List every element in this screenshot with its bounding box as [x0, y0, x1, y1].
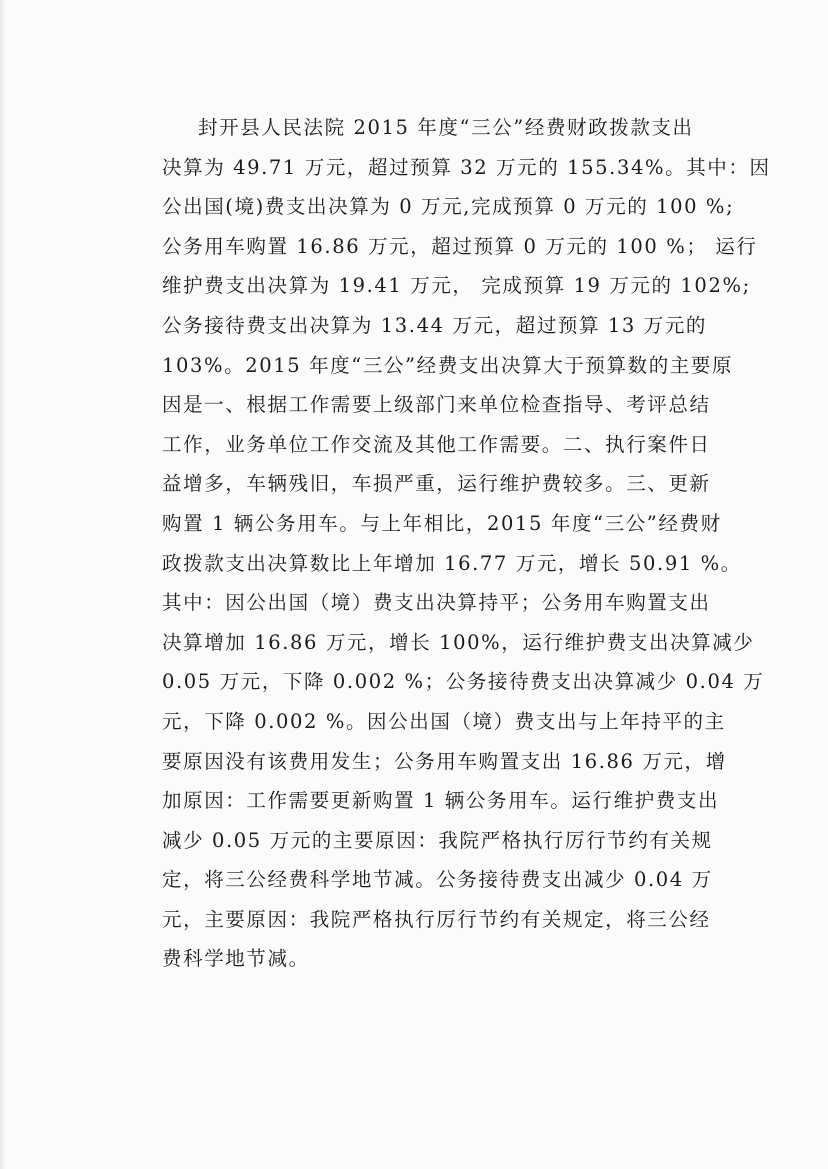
document-line: 决算增加 16.86 万元，增长 100%，运行维护费支出决算减少 [162, 630, 755, 654]
scan-edge-shadow [0, 0, 6, 1169]
document-line: 购置 1 辆公务用车。与上年相比，2015 年度“三公”经费财 [162, 511, 722, 535]
document-line: 费科学地节减。 [162, 947, 310, 971]
document-line: 加原因：工作需要更新购置 1 辆公务用车。运行维护费支出 [162, 789, 720, 813]
document-line: 益增多，车辆残旧，车损严重，运行维护费较多。三、更新 [162, 472, 711, 496]
document-line: 103%。2015 年度“三公”经费支出决算大于预算数的主要原 [162, 353, 734, 377]
document-line: 工作，业务单位工作交流及其他工作需要。二、执行案件日 [162, 432, 711, 456]
document-line: 元，主要原因：我院严格执行厉行节约有关规定，将三公经 [162, 907, 711, 931]
document-line: 维护费支出决算为 19.41 万元， 完成预算 19 万元的 102%; [162, 274, 751, 298]
document-line: 公出国(境)费支出决算为 0 万元,完成预算 0 万元的 100 %; [162, 195, 735, 219]
document-line: 定，将三公经费科学地节减。公务接待费支出减少 0.04 万 [162, 868, 713, 892]
document-line: 公务接待费支出决算为 13.44 万元，超过预算 13 万元的 [162, 313, 708, 337]
document-line: 其中：因公出国（境）费支出决算持平；公务用车购置支出 [162, 591, 711, 615]
document-line: 减少 0.05 万元的主要原因：我院严格执行厉行节约有关规 [162, 828, 713, 852]
document-line: 封开县人民法院 2015 年度“三公”经费财政拨款支出 [198, 116, 694, 139]
document-line: 要原因没有该费用发生；公务用车购置支出 16.86 万元，增 [162, 749, 727, 773]
document-line: 元，下降 0.002 %。因公出国（境）费支出与上年持平的主 [162, 709, 726, 733]
document-line: 因是一、根据工作需要上级部门来单位检查指导、考评总结 [162, 393, 711, 417]
document-line: 公务用车购置 16.86 万元，超过预算 0 万元的 100 %； 运行 [162, 234, 758, 258]
document-line: 政拨款支出决算数比上年增加 16.77 万元，增长 50.91 %。 [162, 551, 742, 575]
document-body [162, 108, 771, 979]
document-line: 决算为 49.71 万元，超过预算 32 万元的 155.34%。其中：因 [162, 155, 771, 179]
document-line: 0.05 万元，下降 0.002 %；公务接待费支出决算减少 0.04 万 [162, 670, 765, 694]
